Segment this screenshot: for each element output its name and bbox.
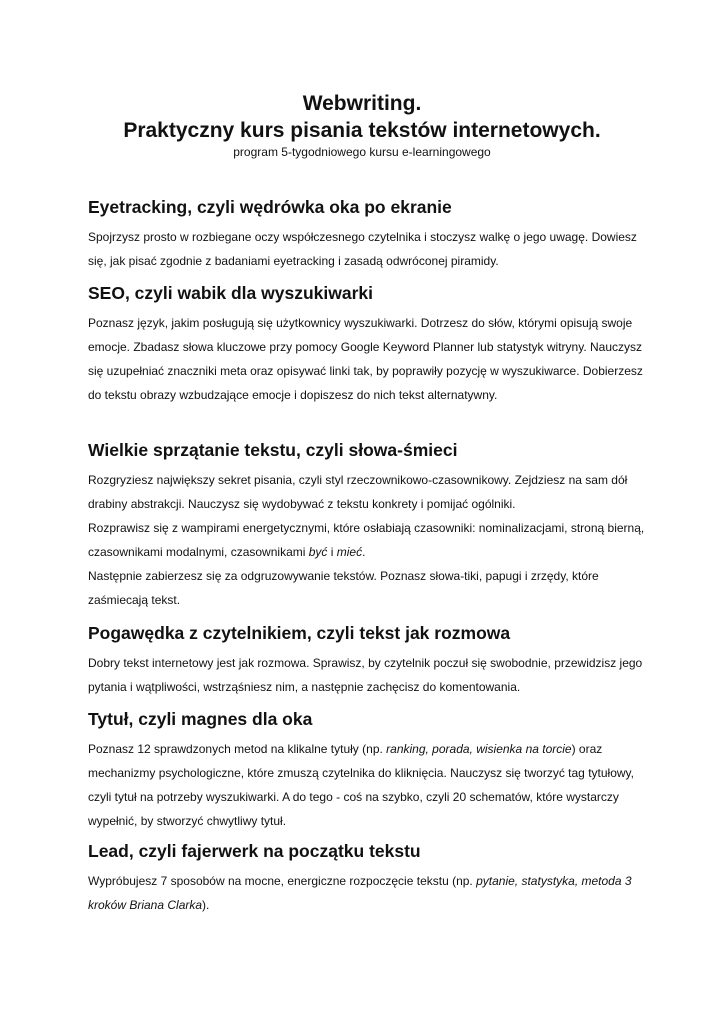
section-paragraph [88, 516, 648, 564]
section-pogawedka [88, 621, 648, 703]
paragraph-emphasis: pytanie, statystyka, metoda 3 kroków Briana Clarka [88, 874, 632, 912]
paragraph-text: Wypróbujesz 7 sposobów na mocne, energiczne rozpoczęcie tekstu (np. [88, 874, 477, 888]
document-title-line1: Webwriting. [302, 92, 422, 115]
section-paragraph: Spojrzysz prosto w rozbiegane oczy współczesnego czytelnika i stoczysz walkę o jego uwagę. Dowiesz się, jak pisać zgodnie z badaniami eyetracking i zasadą odwróconej piramidy. [88, 230, 637, 268]
paragraph-text: ) oraz mechanizmy psychologiczne, które zmuszą czytelnika do kliknięcia. Nauczysz się tworzyć tag tytułowy, czyli tytuł na potrzeby wyszukiwarki. A do tego - coś na szybko, czyli 20 schematów, które wystarczy wypełnić, by stworzyć chwytliwy tytuł. [88, 742, 634, 828]
section-paragraph [88, 869, 648, 917]
section-paragraph: Poznasz język, jakim posługują się użytkownicy wyszukiwarki. Dotrzesz do słów, którymi opisują swoje emocje. Zbadasz słowa kluczowe przy pomocy Google Keyword Planner lub statystyk witryny. Nauczysz się uzupełniać znaczniki meta oraz opisywać linki tak, by poprawiły pozycję w wyszukiwarce. Dobierzesz do tekstu obrazy wzbudzające emocje i dopiszesz do nich tekst alternatywny. [88, 316, 643, 402]
paragraph-emphasis: ranking, porada, wisienka na torcie [386, 742, 572, 756]
section-paragraph: Następnie zabierzesz się za odgruzowywanie tekstów. Poznasz słowa-tiki, papugi i zrzędy, które zaśmiecają tekst. [88, 569, 599, 607]
section-tytul [88, 707, 648, 837]
section-lead [88, 839, 648, 921]
section-paragraph: Rozgryziesz największy sekret pisania, czyli styl rzeczownikowo-czasownikowy. Zejdziesz na sam dół drabiny abstrakcji. Nauczysz się wydobywać z tekstu konkrety i pomijać ogólniki. [88, 473, 628, 511]
document-title-line2: Praktyczny kurs pisania tekstów internetowych. [123, 119, 601, 142]
paragraph-text: Poznasz 12 sprawdzonych metod na klikalne tytuły (np. [88, 742, 387, 756]
section-body [88, 225, 648, 273]
paragraph-emphasis: mieć [336, 545, 363, 559]
section-body [88, 737, 648, 833]
paragraph-text: . [362, 545, 366, 559]
paragraph-emphasis: być [308, 545, 328, 559]
section-heading: Tytuł, czyli magnes dla oka [88, 709, 313, 729]
paragraph-text: i [327, 545, 337, 559]
paragraph-text: ). [202, 898, 210, 912]
section-body [88, 311, 648, 407]
section-heading: SEO, czyli wabik dla wyszukiwarki [88, 283, 373, 303]
section-heading: Eyetracking, czyli wędrówka oka po ekranie [88, 197, 452, 217]
section-sprzatanie [88, 438, 648, 616]
section-seo [88, 281, 648, 411]
document-subtitle: program 5-tygodniowego kursu e-learningowego [233, 145, 491, 159]
section-body [88, 651, 648, 699]
paragraph-text: Rozprawisz się z wampirami energetycznymi, które osłabiają czasowniki: nominalizacjami, stroną bierną, czasownikami modalnymi, czasownikami [88, 521, 645, 559]
section-heading: Lead, czyli fajerwerk na początku tekstu [88, 841, 421, 861]
section-eyetracking [88, 195, 648, 277]
section-paragraph: Dobry tekst internetowy jest jak rozmowa. Sprawisz, by czytelnik poczuł się swobodnie, przewidzisz jego pytania i wątpliwości, wstrząśniesz nim, a następnie zachęcisz do komentowania. [88, 656, 643, 694]
section-heading: Pogawędka z czytelnikiem, czyli tekst jak rozmowa [88, 623, 511, 643]
section-body [88, 468, 648, 612]
section-body [88, 869, 648, 917]
section-heading: Wielkie sprzątanie tekstu, czyli słowa-śmieci [88, 440, 458, 460]
document-header [0, 90, 724, 160]
section-paragraph [88, 737, 648, 833]
